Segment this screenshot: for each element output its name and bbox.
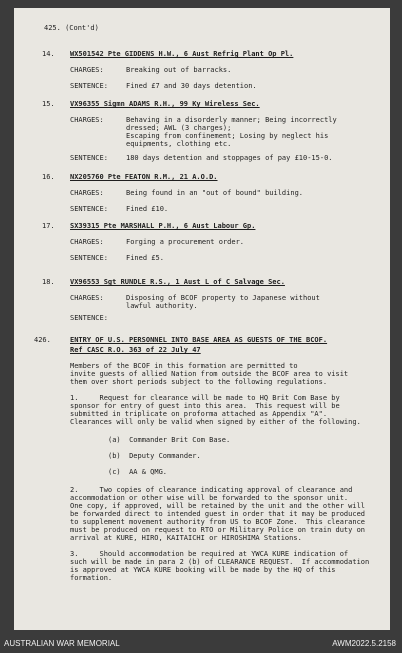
paragraph-2: 2. Two copies of clearance indicating approval of clearance and accommodation or other wise will be forwarded to the sponsor unit. One copy, if approved, will be retained by the unit and the other will be forwarded direct to intended guest in order that it may be produced to supplement movement authority from US to BCOF Zone. This clearance must be produced on request to RTO or Military Police on train duty on arrival at KURE, HIRO, KAITAICHI or HIROSHIMA Stations. — [70, 486, 366, 542]
charges-text: Disposing of BCOF property to Japanese without lawful authority. — [126, 294, 320, 310]
paragraph-1: 1. Request for clearance will be made to HQ Brit Com Base by sponsor for entry of guest into this area. This request will be submitted in triplicate on proforma attached as Appendix "A". Clearances will only be valid when signed by either of the following. — [70, 394, 361, 426]
charges-text: Forging a procurement order. — [126, 238, 245, 246]
charges-text: Breaking out of barracks. — [126, 66, 232, 74]
sentence-text: Fined £10. — [126, 205, 169, 213]
sentence-text: Fined £7 and 30 days detention. — [126, 82, 257, 90]
accession-number: AWM2022.5.2158 — [332, 639, 396, 648]
sentence-label: SENTENCE: — [70, 314, 108, 322]
entry-heading: VX96553 Sgt RUNDLE R.S., 1 Aust L of C Salvage Sec. — [70, 278, 285, 286]
entry-number: 16. — [42, 173, 55, 181]
charges-label: CHARGES: — [70, 294, 104, 302]
charges-label: CHARGES: — [70, 238, 104, 246]
entry-heading: SX39315 Pte MARSHALL P.H., 6 Aust Labour Gp. — [70, 222, 256, 230]
sentence-label: SENTENCE: — [70, 205, 108, 213]
section-reference: Ref CASC R.O. 363 of 22 July 47 — [70, 346, 201, 354]
approver-b: (b) Deputy Commander. — [108, 452, 201, 460]
charges-text: Being found in an "out of bound" building. — [126, 189, 304, 197]
sentence-label: SENTENCE: — [70, 82, 108, 90]
charges-text: Behaving in a disorderly manner; Being incorrectly dressed; AWL (3 charges); Escaping from confinement; Losing by neglect his equipments, clothing etc. — [126, 116, 337, 148]
approver-c: (c) AA & QMG. — [108, 468, 168, 476]
charges-label: CHARGES: — [70, 116, 104, 124]
archive-footer — [0, 633, 402, 653]
section-number: 426. — [34, 336, 51, 344]
charges-label: CHARGES: — [70, 189, 104, 197]
document-page — [14, 8, 390, 630]
approver-a: (a) Commander Brit Com Base. — [108, 436, 231, 444]
entry-number: 18. — [42, 278, 55, 286]
entry-heading: NX205760 Pte FEATON R.M., 21 A.O.D. — [70, 173, 218, 181]
entry-heading: VX96355 Sigmn ADAMS R.H., 99 Ky Wireless Sec. — [70, 100, 260, 108]
entry-number: 17. — [42, 222, 55, 230]
continued-heading: 425. (Cont'd) — [44, 24, 99, 32]
sentence-label: SENTENCE: — [70, 154, 108, 162]
archive-name: AUSTRALIAN WAR MEMORIAL — [4, 639, 120, 648]
sentence-label: SENTENCE: — [70, 254, 108, 262]
entry-number: 15. — [42, 100, 55, 108]
entry-heading: WX501542 Pte GIDDENS H.W., 6 Aust Refrig Plant Op Pl. — [70, 50, 294, 58]
paragraph-3: 3. Should accommodation be required at YWCA KURE indication of such will be made in para 2 (b) of CLEARANCE REQUEST. If accommodation is approved at YWCA KURE booking will be made by the HQ of this formation. — [70, 550, 370, 582]
charges-label: CHARGES: — [70, 66, 104, 74]
section-title: ENTRY OF U.S. PERSONNEL INTO BASE AREA AS GUESTS OF THE BCOF. — [70, 336, 328, 344]
sentence-text: 180 days detention and stoppages of pay £10-15-0. — [126, 154, 333, 162]
entry-number: 14. — [42, 50, 55, 58]
sentence-text: Fined £5. — [126, 254, 164, 262]
intro-paragraph: Members of the BCOF in this formation are permitted to invite guests of allied Nation from outside the BCOF area to visit them over short periods subject to the following regulations. — [70, 362, 349, 386]
